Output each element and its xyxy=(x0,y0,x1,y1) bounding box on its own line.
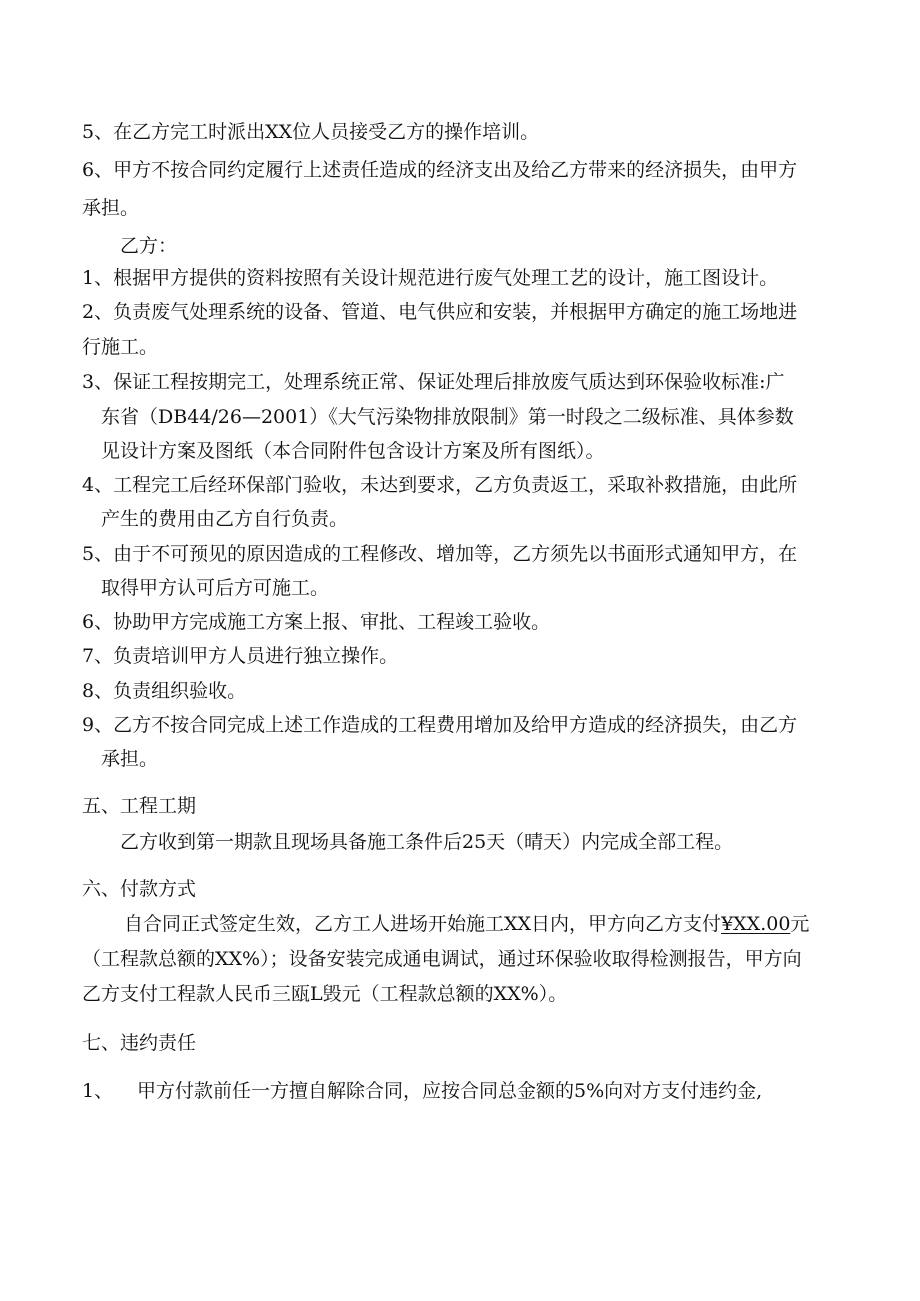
section-6-line-2: （工程款总额的XX%）；设备安装完成通电调试，通过环保验收取得检测报告，甲方向 xyxy=(82,948,802,970)
party-b-item-4-line-1: 4、工程完工后经环保部门验收，未达到要求，乙方负责返工，采取补救措施，由此所 xyxy=(82,474,798,496)
party-b-heading: 乙方： xyxy=(120,235,178,257)
party-b-item-2-line-2: 行施工。 xyxy=(82,336,159,358)
section-7-heading: 七、违约责任 xyxy=(82,1032,197,1054)
party-b-item-3-line-2: 东省（DB44/26—2001）《大气污染物排放限制》第一时段之二级标准、具体参数 xyxy=(101,406,794,428)
party-a-item-6-line-2: 承担。 xyxy=(82,197,140,219)
section-7-item-1-number: 1、 xyxy=(82,1080,114,1102)
party-b-item-5-line-2: 取得甲方认可后方可施工。 xyxy=(101,577,330,599)
section-5-text: 乙方收到第一期款且现场具备施工条件后25天（晴天）内完成全部工程。 xyxy=(120,831,734,853)
party-a-item-5: 5、在乙方完工时派出XX位人员接受乙方的操作培训。 xyxy=(82,121,540,143)
party-b-item-3-line-1: 3、保证工程按期完工，处理系统正常、保证处理后排放废气质达到环保验收标准:广 xyxy=(82,371,785,393)
section-6-heading: 六、付款方式 xyxy=(82,878,197,900)
section-7-item-1-text: 甲方付款前任一方擅自解除合同，应按合同总金额的5%向对方支付违约金, xyxy=(137,1080,763,1102)
section-6-line-1-text: 自合同正式签定生效，乙方工人进场开始施工XX日内，甲方向乙方支付 xyxy=(124,913,722,935)
party-a-item-6-line-1: 6、甲方不按合同约定履行上述责任造成的经济支出及给乙方带来的经济损失，由甲方 xyxy=(82,159,798,181)
section-6-line-1-unit: 元 xyxy=(790,913,810,935)
section-6-line-1 xyxy=(124,911,809,937)
party-b-item-4-line-2: 产生的费用由乙方自行负责。 xyxy=(101,508,349,530)
party-b-item-5-line-1: 5、由于不可预见的原因造成的工程修改、增加等，乙方须先以书面形式通知甲方，在 xyxy=(82,543,798,565)
section-6-line-3: 乙方支付工程款人民币三瓯L毁元（工程款总额的XX%）。 xyxy=(82,983,568,1005)
party-b-item-6: 6、协助甲方完成施工方案上报、审批、工程竣工验收。 xyxy=(82,611,551,633)
party-b-item-7: 7、负责培训甲方人员进行独立操作。 xyxy=(82,645,399,667)
party-b-item-1: 1、根据甲方提供的资料按照有关设计规范进行废气处理工艺的设计，施工图设计。 xyxy=(82,267,779,289)
party-b-item-3-line-3: 见设计方案及图纸（本合同附件包含设计方案及所有图纸）。 xyxy=(101,440,605,462)
party-b-item-8: 8、负责组织验收。 xyxy=(82,680,247,702)
party-b-item-9-line-1: 9、乙方不按合同完成上述工作造成的工程费用增加及给甲方造成的经济损失，由乙方 xyxy=(82,714,798,736)
payment-amount: ¥XX.00 xyxy=(721,913,791,935)
party-b-item-2-line-1: 2、负责废气处理系统的设备、管道、电气供应和安装，并根据甲方确定的施工场地进 xyxy=(82,301,798,323)
party-b-item-9-line-2: 承担。 xyxy=(101,748,159,770)
section-5-heading: 五、工程工期 xyxy=(82,795,197,817)
